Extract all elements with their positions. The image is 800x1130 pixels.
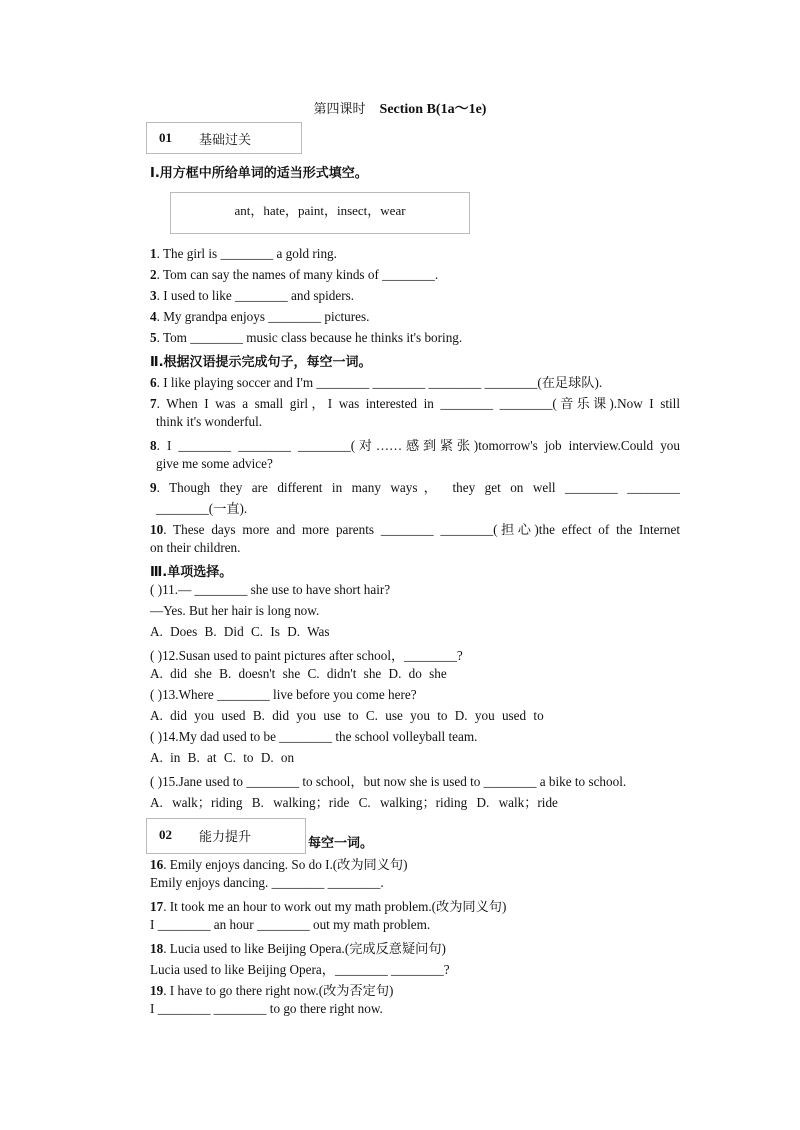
part1-heading: Ⅰ.用方框中所给单词的适当形式填空。 [150,166,368,181]
question-14-options: A. in B. at C. to D. on [150,750,295,765]
question-17: 17. It took me an hour to work out my math problem.(改为同义句) [150,899,507,914]
question-12: ( )12.Susan used to paint pictures after school，________? [150,648,463,663]
part2-heading: Ⅱ.根据汉语提示完成句子，每空一词。 [150,355,372,370]
question-11: ( )11.— ________ she use to have short hair? [150,582,391,597]
question-6: 6. I like playing soccer and I'm ________ ________ ________ ________(在足球队). [150,375,603,390]
question-15-options: A. walk；riding B. walking；ride C. walking；riding D. walk；ride [150,795,558,810]
section-tag-advanced [146,818,306,854]
question-11-options: A. Does B. Did C. Is D. Was [150,624,330,639]
question-1: 1. The girl is ________ a gold ring. [150,246,337,261]
tag-name: 能力提升 [199,830,252,845]
question-18-answer: Lucia used to like Beijing Opera，________ ________? [150,962,450,977]
question-13: ( )13.Where ________ live before you come here? [150,687,417,702]
question-5: 5. Tom ________ music class because he thinks it's boring. [150,330,463,345]
question-2: 2. Tom can say the names of many kinds of ________. [150,267,439,282]
section-tag-basic [146,122,302,154]
question-3: 3. I used to like ________ and spiders. [150,288,355,303]
word-box: ant，hate，paint，insect，wear [170,192,470,234]
tag-number: 01 [159,130,172,145]
question-16: 16. Emily enjoys dancing. So do I.(改为同义句) [150,857,408,872]
question-4: 4. My grandpa enjoys ________ pictures. [150,309,370,324]
question-13-options: A. did you used B. did you use to C. use you to D. you used to [150,708,544,723]
question-10: 10. These days more and more parents ________ ________(担心)the effect of the Internet [150,522,680,537]
page-title [0,98,800,118]
question-17-answer: I ________ an hour ________ out my math problem. [150,917,431,932]
question-8: 8. I ________ ________ ________(对……感到紧张)tomorrow's job interview.Could you [150,438,680,453]
question-9-cont: ________(一直). [156,501,248,516]
question-18: 18. Lucia used to like Beijing Opera.(完成反意疑问句) [150,941,446,956]
question-11-answer: —Yes. But her hair is long now. [150,603,320,618]
question-15: ( )15.Jane used to ________ to school，but now she is used to ________ a bike to school. [150,774,627,789]
lesson-label: 第四课时 [313,102,366,117]
question-7: 7. When I was a small girl，I was interested in ________ ________(音乐课).Now I still [150,396,680,411]
question-19: 19. I have to go there right now.(改为否定句) [150,983,394,998]
question-16-answer: Emily enjoys dancing. ________ ________. [150,875,384,890]
question-8-cont: give me some advice? [156,456,273,471]
question-9: 9. Though they are different in many ways， they get on well ________ ________ [150,480,680,495]
question-14: ( )14.My dad used to be ________ the school volleyball team. [150,729,478,744]
tag-name: 基础过关 [199,133,252,148]
tag-number: 02 [159,827,172,842]
part4-heading-partial: 每空一词。 [308,836,374,851]
question-7-cont: think it's wonderful. [156,414,263,429]
question-10-cont: on their children. [150,540,241,555]
part3-heading: Ⅲ.单项选择。 [150,565,233,580]
question-12-options: A. did she B. doesn't she C. didn't she D. do she [150,666,447,681]
question-19-answer: I ________ ________ to go there right now. [150,1001,383,1016]
section-label: Section B(1a～1e) [379,102,487,117]
